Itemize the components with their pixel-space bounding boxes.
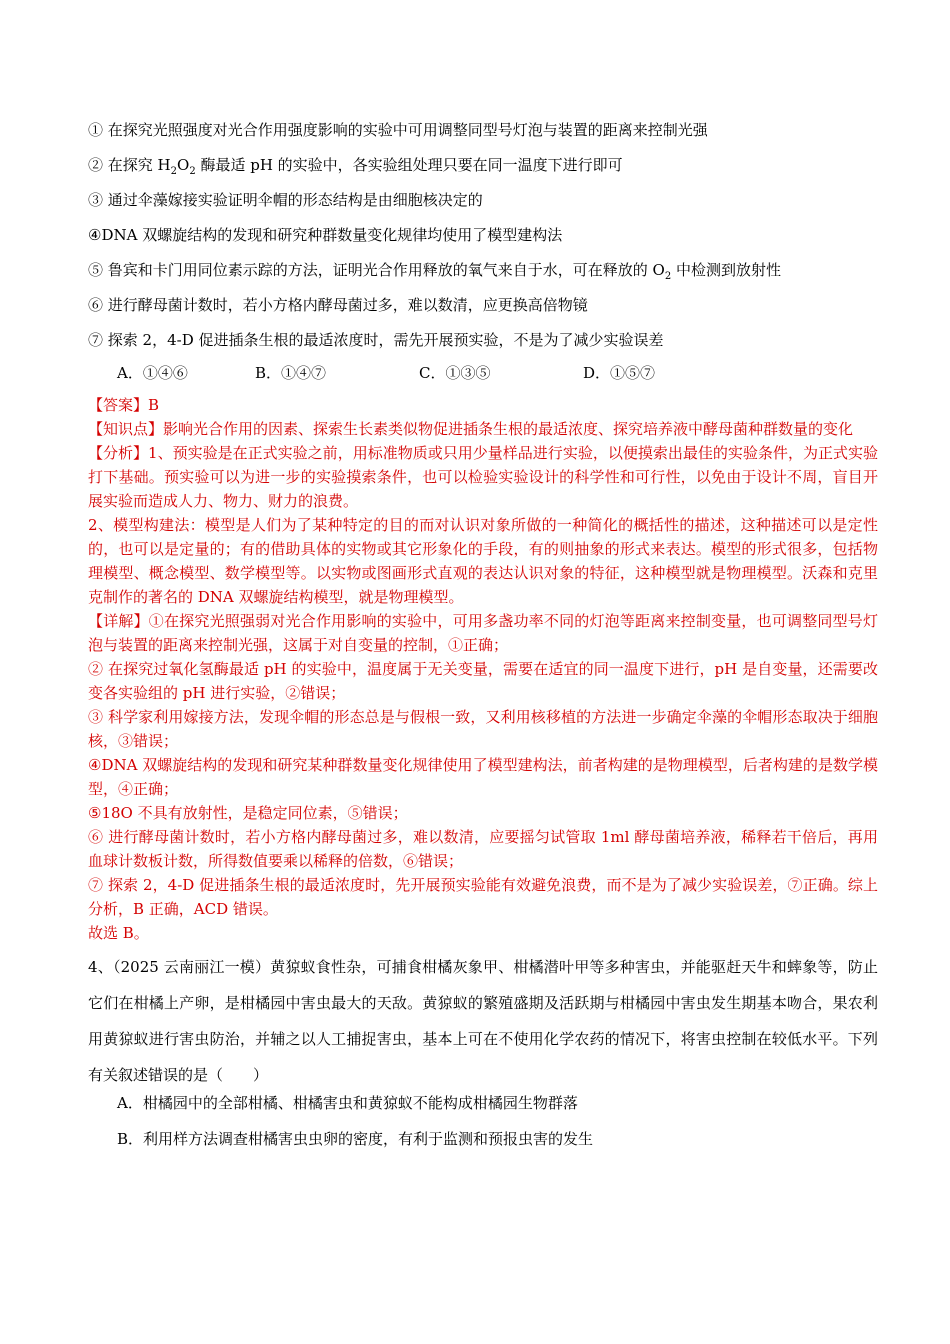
- question-4-stem: 4、（2025 云南丽江一模）黄猄蚁食性杂，可捕食柑橘灰象甲、柑橘潜叶甲等多种害虫，并能驱赶天牛和蟀象等，防止它们在柑橘上产卵，是柑橘园中害虫最大的天敌。黄猄蚁的繁殖盛期及活跃期与柑橘园中害虫发生期基本吻合，果农利用黄猄蚁进行害虫防治，并辅之以人工捕捉害虫，基本上可在不使用化学农药的情况下，将害虫控制在较低水平。下列有关叙述错误的是（ ）: [88, 958, 878, 1084]
- conclusion: 故选 B。: [88, 924, 149, 942]
- detail-7: ⑦ 探索 2，4-D 促进插条生根的最适浓度时，先开展预实验能有效避免浪费，而不是为了减少实验误差，⑦正确。综上分析，B 正确，ACD 错误。: [88, 876, 878, 918]
- statement-1: ① 在探究光照强度对光合作用强度影响的实验中可用调整同型号灯泡与装置的距离来控制光强: [88, 121, 708, 139]
- answer-explanation: [88, 393, 878, 945]
- detail-6: ⑥ 进行酵母菌计数时，若小方格内酵母菌过多，难以数清，应要摇匀试管取 1ml 酵母菌培养液，稀释若干倍后，再用血球计数板计数，所得数值要乘以稀释的倍数，⑥错误；: [88, 828, 878, 870]
- detail-3: ③ 科学家利用嫁接方法，发现伞帽的形态总是与假根一致，又利用核移植的方法进一步确定伞藻的伞帽形态取决于细胞核，③错误；: [88, 708, 878, 750]
- knowledge-point: 【知识点】影响光合作用的因素、探索生长素类似物促进插条生根的最适浓度、探究培养液中酵母菌种群数量的变化: [88, 420, 854, 438]
- statement-5: ⑤ 鲁宾和卡门用同位素示踪的方法，证明光合作用释放的氧气来自于水，可在释放的 $O_2$ 中检测到放射性: [88, 261, 781, 282]
- statement-2: ② 在探究 $H_2O_2$ 酶最适 pH 的实验中，各实验组处理只要在同一温度下进行即可: [88, 156, 623, 177]
- statement-7: ⑦ 探索 2，4-D 促进插条生根的最适浓度时，需先开展预实验，不是为了减少实验误差: [88, 331, 664, 349]
- statement-4: ④DNA 双螺旋结构的发现和研究种群数量变化规律均使用了模型建构法: [88, 226, 563, 244]
- statement-3: ③ 通过伞藻嫁接实验证明伞帽的形态结构是由细胞核决定的: [88, 191, 483, 209]
- detail-4: ④DNA 双螺旋结构的发现和研究某种群数量变化规律使用了模型建构法，前者构建的是物理模型，后者构建的是数学模型，④正确；: [88, 756, 878, 798]
- option-a: A．①④⑥: [117, 364, 188, 382]
- option-c: C．①③⑤: [419, 364, 491, 382]
- question-4-option-a: A．柑橘园中的全部柑橘、柑橘害虫和黄猄蚁不能构成柑橘园生物群落: [117, 1094, 578, 1112]
- question-4: [88, 949, 878, 1093]
- option-d: D．①⑤⑦: [583, 364, 656, 382]
- statement-6: ⑥ 进行酵母菌计数时，若小方格内酵母菌过多，难以数清，应更换高倍物镜: [88, 296, 588, 314]
- analysis-2: 2、模型构建法：模型是人们为了某种特定的目的而对认识对象所做的一种简化的概括性的描述，这种描述可以是定性的，也可以是定量的；有的借助具体的实物或其它形象化的手段，有的则抽象的形式来表达。模型的形式很多，包括物理模型、概念模型、数学模型等。以实物或图画形式直观的表达认识对象的特征，这种模型就是物理模型。沃森和克里克制作的著名的 DNA 双螺旋结构模型，就是物理模型。: [88, 516, 878, 606]
- answer-options: [88, 363, 878, 393]
- detail-2: ② 在探究过氧化氢酶最适 pH 的实验中，温度属于无关变量，需要在适宜的同一温度下进行，pH 是自变量，还需要改变各实验组的 pH 进行实验，②错误；: [88, 660, 878, 702]
- detail-1: 【详解】①在探究光照强弱对光合作用影响的实验中，可用多盏功率不同的灯泡等距离来控制变量，也可调整同型号灯泡与装置的距离来控制光强，这属于对自变量的控制，①正确；: [88, 612, 878, 654]
- analysis-1: 【分析】1、预实验是在正式实验之前，用标准物质或只用少量样品进行实验，以便摸索出最佳的实验条件，为正式实验打下基础。预实验可以为进一步的实验摸索条件，也可以检验实验设计的科学性和可行性，以免由于设计不周，盲目开展实验而造成人力、物力、财力的浪费。: [88, 444, 878, 510]
- detail-5: ⑤18O 不具有放射性，是稳定同位素，⑤错误；: [88, 804, 408, 822]
- document-page: [88, 120, 878, 1165]
- option-b: B．①④⑦: [255, 364, 327, 382]
- answer-line: 【答案】B: [88, 396, 160, 414]
- question-4-option-b: B．利用样方法调查柑橘害虫虫卵的密度，有利于监测和预报虫害的发生: [117, 1130, 594, 1148]
